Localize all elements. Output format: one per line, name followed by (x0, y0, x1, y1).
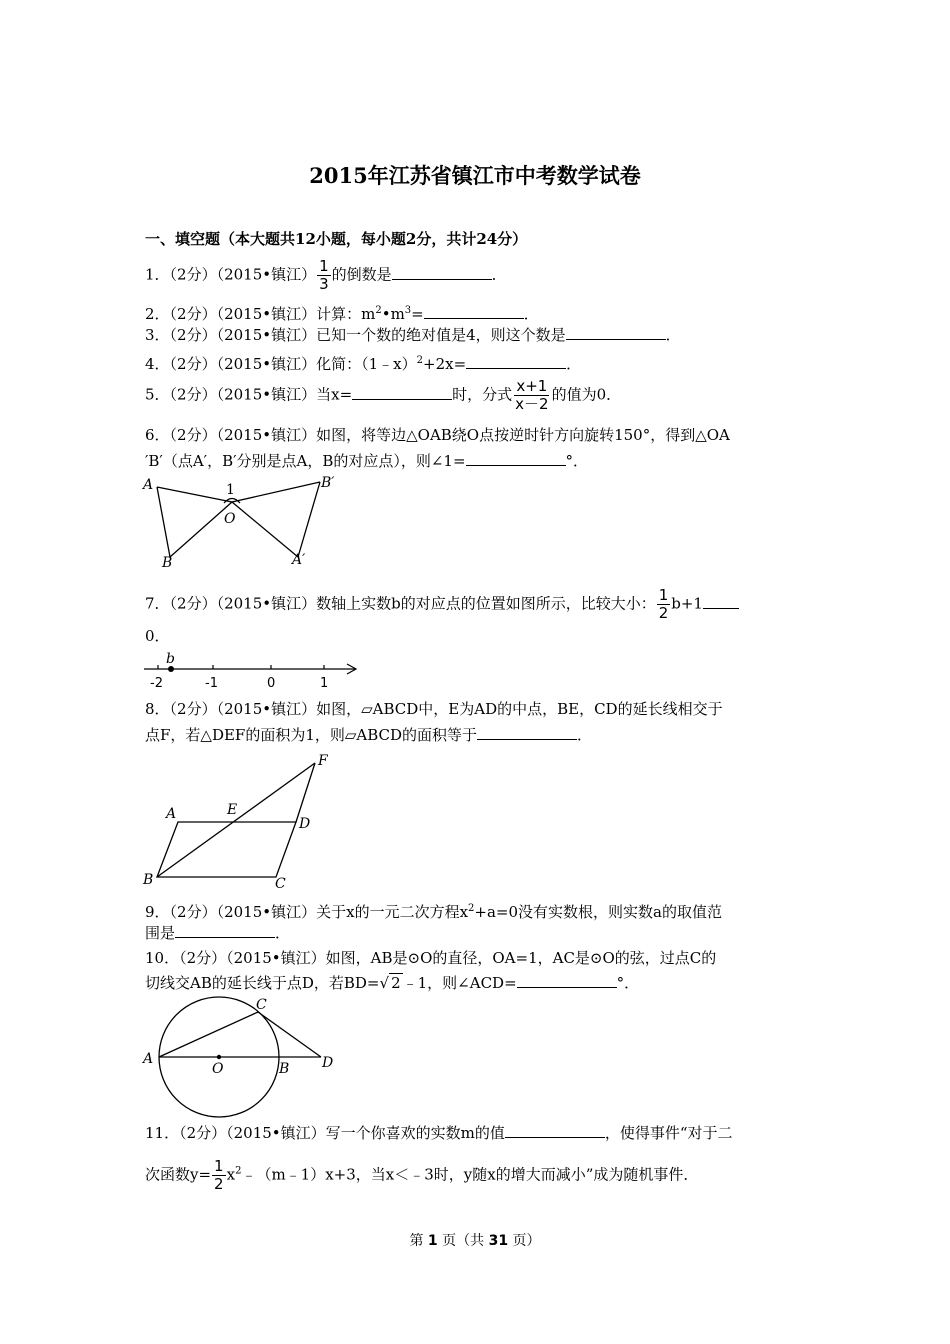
answer-blank (566, 325, 666, 340)
label-b: B (143, 872, 154, 888)
answer-blank (392, 265, 492, 280)
answer-blank (424, 304, 524, 319)
label-d: D (322, 1055, 334, 1071)
page-footer: 第 1 页（共 31 页） (409, 1233, 541, 1249)
question-4: 4．（2分）（2015•镇江）化简：（1﹣x）$^2$+2x= ． (145, 355, 582, 373)
triangle-oab (157, 487, 232, 557)
segment-bf (157, 763, 315, 877)
label-b: B (162, 555, 173, 571)
question-11-line-2: 次函数y= $\frac{1}{2}$ $x^2﹣(m﹣1)x+3$，当x＜﹣3时，y随x的增大而减小”成为随机事件． (145, 1157, 699, 1193)
answer-blank (703, 594, 739, 609)
question-3: 3．（2分）（2015•镇江）已知一个数的绝对值是4，则这个数是 ． (145, 326, 681, 344)
segment-cd (258, 1012, 321, 1057)
center-point (217, 1055, 221, 1059)
question-8-line-2: 点F，若△DEF的面积为1，则▱ABCD的面积等于 ． (145, 726, 593, 744)
label-a-prime: A′ (292, 552, 306, 568)
answer-blank (175, 923, 275, 938)
tick-label: -2 (150, 676, 163, 691)
fraction: $\frac{x+1}{x-2}$ (515, 377, 549, 413)
question-7-line-2: 0． (145, 627, 170, 645)
total-pages: 31 (488, 1233, 509, 1249)
tick-label: 0 (267, 676, 276, 691)
question-6-line-2: ′B′（点A′，B′分别是点A，B的对应点），则∠1= °． (145, 452, 589, 470)
label-b-prime: B′ (321, 475, 335, 491)
answer-blank (352, 385, 452, 400)
fraction: $\frac{1}{2}$ (658, 586, 669, 622)
label-a: A (143, 1051, 154, 1067)
triangle-oab-prime (232, 482, 320, 557)
question-8-line-1: 8．（2分）（2015•镇江）如图，▱ABCD中，E为AD的中点，BE，CD的延长线相交于 (145, 700, 723, 718)
question-2: 2．（2分）（2015•镇江）计算：$m^2•m^3=$ ． (145, 305, 539, 323)
label-o: O (212, 1061, 224, 1077)
fraction: $\frac{1}{2}$ (214, 1157, 224, 1193)
label-a: A (143, 477, 154, 493)
question-7: 7．（2分）（2015•镇江）数轴上实数b的对应点的位置如图所示，比较大小： $\frac{1}{2}$ b+1 (145, 587, 739, 622)
label-c: C (256, 997, 267, 1013)
section-heading: 一、填空题（本大题共12小题，每小题2分，共计24分） (145, 230, 528, 248)
figure-rotated-triangles (140, 472, 350, 572)
question-9-line-1: 9．（2分）（2015•镇江）关于x的一元二次方程$x^2+a=0$没有实数根，则实数a的取值范 (145, 903, 722, 921)
question-9-line-2: 围是 ． (145, 924, 291, 942)
question-10-line-1: 10．（2分）（2015•镇江）如图，AB是⊙O的直径，OA=1，AC是⊙O的弦，过点C的 (145, 949, 717, 967)
label-c: C (275, 876, 286, 892)
label-o: O (224, 511, 236, 527)
label-f: F (318, 753, 328, 769)
question-6-line-1: 6．（2分）（2015•镇江）如图，将等边△OAB绕O点按逆时针方向旋转150°，得到△OA (145, 426, 730, 444)
square-root: √ 2 (379, 974, 401, 992)
figure-circle-tangent (140, 995, 350, 1123)
label-angle-1: 1 (226, 482, 235, 498)
fraction: $\frac{1}{3}$ (319, 257, 329, 293)
tick-label: 1 (320, 676, 329, 691)
parallelogram-abcd (157, 822, 296, 877)
label-a: A (166, 806, 177, 822)
label-e: E (227, 802, 238, 818)
label-b: B (279, 1061, 290, 1077)
question-11-line-1: 11．（2分）（2015•镇江）写一个你喜欢的实数m的值 ，使得事件“对于二 (145, 1124, 733, 1142)
answer-blank (477, 725, 577, 740)
answer-blank (466, 451, 566, 466)
segment-df (296, 763, 315, 822)
figure-parallelogram (140, 750, 350, 895)
question-1: 1．（2分）（2015•镇江） $\frac{1}{3}$ 的倒数是 ． (145, 257, 507, 293)
segment-ac (159, 1012, 258, 1057)
answer-blank (517, 973, 617, 988)
question-5: 5．（2分）（2015•镇江）当x= 时，分式 $\frac{x+1}{x-2}$ 的值为0． (145, 377, 622, 413)
figure-number-line (140, 650, 370, 692)
answer-blank (466, 354, 566, 369)
question-10-line-2: 切线交AB的延长线于点D，若BD=√ 2 ﹣1，则∠ACD= °． (145, 974, 640, 992)
label-b: b (166, 651, 175, 667)
page-number: 1 (427, 1233, 438, 1249)
answer-blank (505, 1123, 605, 1138)
exam-title: 2015年江苏省镇江市中考数学试卷 (309, 163, 641, 188)
tick-label: -1 (205, 676, 218, 691)
label-d: D (299, 816, 311, 832)
